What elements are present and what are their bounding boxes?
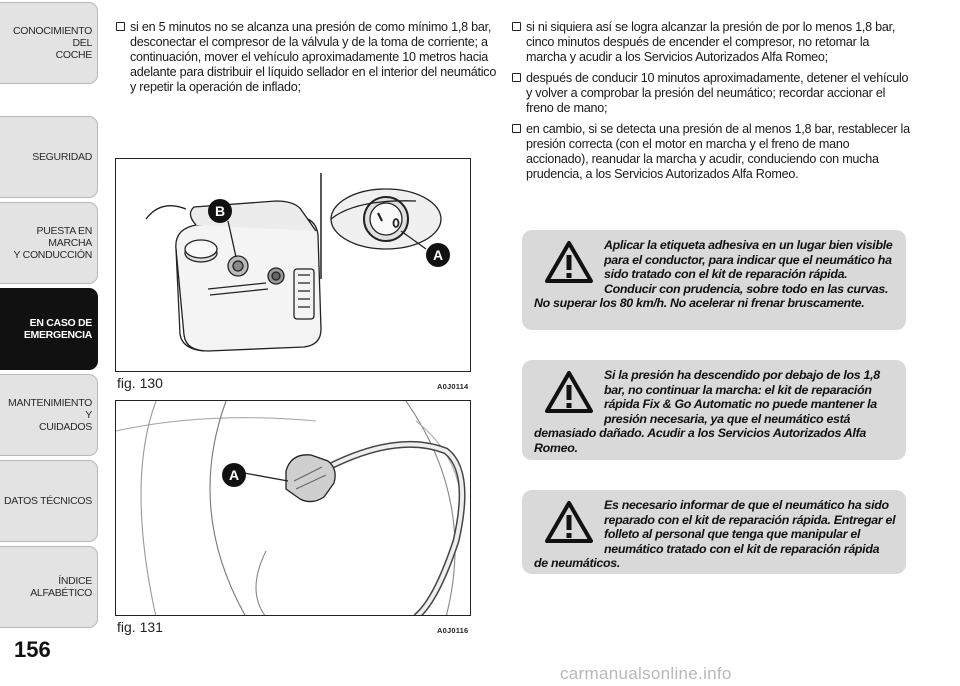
figure-code: A0J0116 — [437, 626, 469, 635]
tab-datos-tecnicos[interactable] — [0, 460, 98, 542]
warning-text: Si la presión ha descendido por debajo de los 1,8 bar, no continuar la marcha: el kit de reparación rápida Fix & Go Automatic no puede mantener la presión necesaria, ya que el neumático está demasiado dañado. Acudir a los Servicios Autorizados Alfa Romeo. — [534, 368, 880, 455]
figure-130-compressor — [115, 158, 471, 372]
tab-label: DATOS TÉCNICOS — [4, 495, 92, 507]
checkbox-bullet-icon — [512, 22, 521, 31]
page-number: 156 — [14, 637, 51, 662]
figure-131-valve — [115, 400, 471, 616]
left-column — [116, 20, 502, 101]
list-item: después de conducir 10 minutos aproximadamente, detener el vehículo y volver a comprobar la presión del neumático; recordar accionar el freno de mano; — [512, 71, 910, 116]
list-item: en cambio, si se detecta una presión de al menos 1,8 bar, restablecer la presión correcta (con el motor en marcha y el freno de mano accionado), reanudar la marcha y acudir, conduciendo con mucha prudencia, a los Servicios Autorizados Alfa Romeo. — [512, 122, 910, 182]
tab-label: EN CASO DE EMERGENCIA — [23, 317, 92, 341]
tab-seguridad[interactable] — [0, 116, 98, 198]
list-item: si en 5 minutos no se alcanza una presión de como mínimo 1,8 bar, desconectar el compresor de la válvula y de la toma de corriente; a continuación, mover el vehículo aproximadamente 10 metros hacia adelante para distribuir el líquido sellador en el interior del neumático y repetir la operación de inflado; — [116, 20, 502, 95]
tab-label: SEGURIDAD — [32, 151, 92, 163]
section-tabs — [0, 0, 100, 640]
label-A: A — [228, 467, 240, 483]
right-column — [512, 20, 910, 188]
warning-text: Aplicar la etiqueta adhesiva en un lugar bien visible para el conductor, para indicar que el neumático ha sido tratado con el kit de reparación rápida. Conducir con prudencia, sobre todo en las curvas. No superar los 80 km/h. No acelerar ni frenar bruscamente. — [534, 238, 893, 311]
figure-caption: fig. 130 — [117, 375, 163, 391]
warning-triangle-icon — [544, 240, 594, 284]
warning-triangle-icon — [544, 370, 594, 414]
label-A: A — [432, 247, 444, 263]
warning-box — [522, 490, 906, 574]
checkbox-bullet-icon — [512, 124, 521, 133]
label-B: B — [214, 203, 226, 219]
warning-box — [522, 230, 906, 330]
checkbox-bullet-icon — [512, 73, 521, 82]
warning-box — [522, 360, 906, 460]
watermark: carmanualsonline.info — [560, 664, 732, 683]
figure-code: A0J0114 — [437, 382, 469, 391]
figure-caption: fig. 131 — [117, 619, 163, 635]
compressor-illustration — [116, 159, 471, 372]
callout-A — [222, 463, 288, 487]
valve-illustration — [116, 401, 471, 616]
tab-label: PUESTA EN MARCHA Y CONDUCCIÓN — [13, 225, 92, 261]
tab-puesta-en-marcha[interactable] — [0, 202, 98, 284]
tab-label: MANTENIMIENTO Y CUIDADOS — [8, 397, 92, 433]
tab-mantenimiento[interactable] — [0, 374, 98, 456]
tab-label: ÍNDICE ALFABÉTICO — [30, 575, 92, 599]
warning-triangle-icon — [544, 500, 594, 544]
warning-text: Es necesario informar de que el neumático ha sido reparado con el kit de reparación rápida. Entregar el folleto al personal que tenga que manipular el neumático tratado con el kit de reparación rápida de neumáticos. — [534, 498, 896, 571]
tab-en-caso-de-emergencia[interactable] — [0, 288, 98, 370]
checkbox-bullet-icon — [116, 22, 125, 31]
tab-label: CONOCIMIENTO DEL COCHE — [12, 25, 92, 61]
tab-conocimiento-del-coche[interactable] — [0, 2, 98, 84]
tab-indice-alfabetico[interactable] — [0, 546, 98, 628]
list-item: si ni siquiera así se logra alcanzar la presión de por lo menos 1,8 bar, cinco minutos después de encender el compresor, no retomar la marcha y acudir a los Servicios Autorizados Alfa Romeo; — [512, 20, 910, 65]
